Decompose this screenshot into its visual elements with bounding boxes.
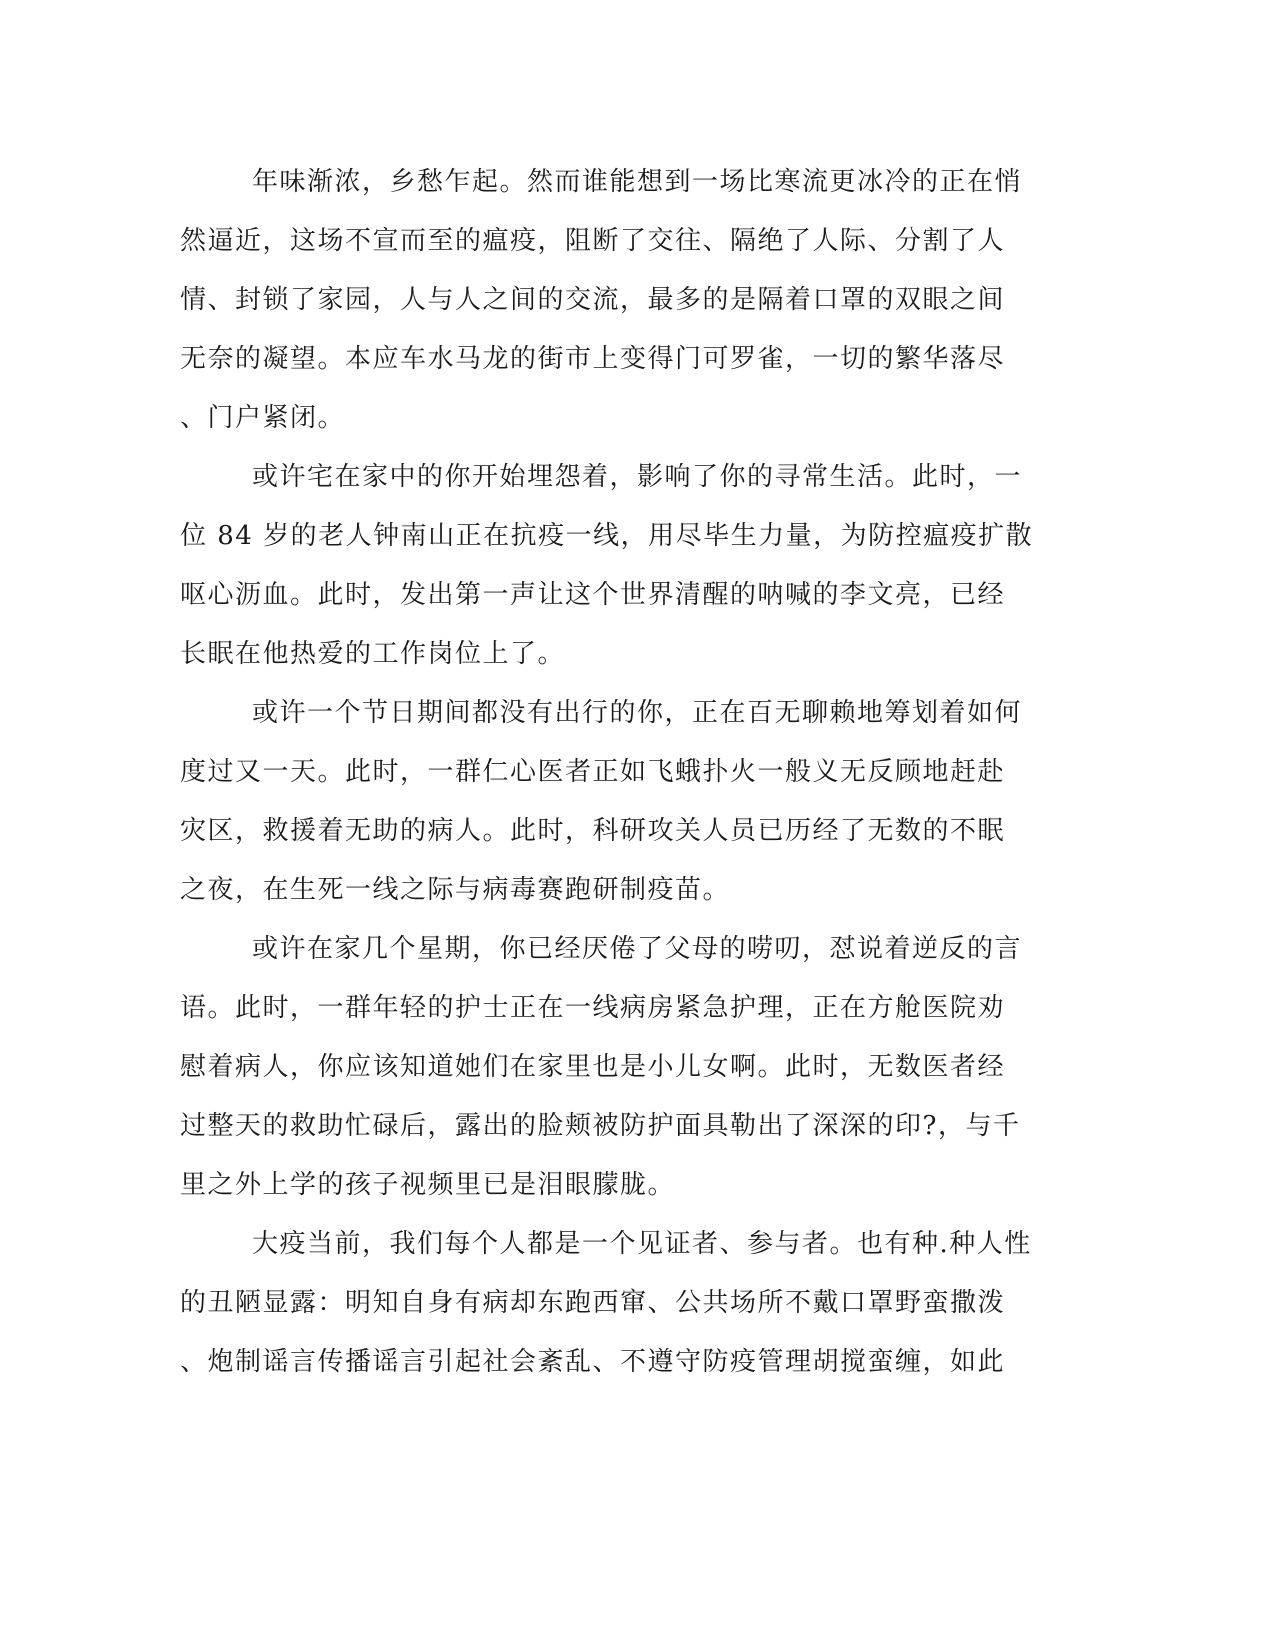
paragraph-1-line-2: 然逼近，这场不宣而至的瘟疫，阻断了交往、隔绝了人际、分割了人 bbox=[180, 226, 1006, 256]
paragraph-4-line-1: 或许在家几个星期，你已经厌倦了父母的唠叨，怼说着逆反的言 bbox=[252, 934, 1023, 964]
paragraph-3-line-1: 或许一个节日期间都没有出行的你，正在百无聊赖地筹划着如何 bbox=[252, 698, 1023, 728]
paragraph-1-line-1: 年味渐浓，乡愁乍起。然而谁能想到一场比寒流更冰冷的正在悄 bbox=[252, 167, 1023, 197]
paragraph-4-line-5: 里之外上学的孩子视频里已是泪眼朦胧。 bbox=[180, 1170, 676, 1200]
paragraph-5-line-2: 的丑陋显露：明知自身有病却东跑西窜、公共场所不戴口罩野蛮撒泼 bbox=[180, 1288, 1006, 1318]
paragraph-4-line-3: 慰着病人，你应该知道她们在家里也是小儿女啊。此时，无数医者经 bbox=[180, 1052, 1006, 1082]
paragraph-4-line-2: 语。此时，一群年轻的护士正在一线病房紧急护理，正在方舱医院劝 bbox=[180, 993, 1006, 1023]
paragraph-1-line-3: 情、封锁了家园，人与人之间的交流，最多的是隔着口罩的双眼之间 bbox=[180, 285, 1006, 315]
paragraph-2-line-1: 或许宅在家中的你开始埋怨着，影响了你的寻常生活。此时，一 bbox=[252, 462, 1023, 492]
paragraph-4-line-4: 过整天的救助忙碌后，露出的脸颊被防护面具勒出了深深的印?，与千 bbox=[180, 1111, 1021, 1141]
paragraph-3-line-4: 之夜，在生死一线之际与病毒赛跑研制疫苗。 bbox=[180, 875, 731, 905]
body-text bbox=[180, 157, 1040, 1396]
paragraph-5-line-3: 、炮制谣言传播谣言引起社会紊乱、不遵守防疫管理胡搅蛮缠，如此 bbox=[180, 1347, 1006, 1377]
paragraph-2-line-3: 呕心沥血。此时，发出第一声让这个世界清醒的呐喊的李文亮，已经 bbox=[180, 580, 1006, 610]
paragraph-2-line-4: 长眠在他热爱的工作岗位上了。 bbox=[180, 639, 566, 669]
paragraph-3-line-2: 度过又一天。此时，一群仁心医者正如飞蛾扑火一般义无反顾地赶赴 bbox=[180, 757, 1006, 787]
paragraph-2-line-2: 位 84 岁的老人钟南山正在抗疫一线，用尽毕生力量，为防控瘟疫扩散 bbox=[180, 521, 1034, 551]
paragraph-1-line-4: 无奈的凝望。本应车水马龙的街市上变得门可罗雀，一切的繁华落尽 bbox=[180, 344, 1006, 374]
paragraph-5-line-1: 大疫当前，我们每个人都是一个见证者、参与者。也有种.种人性 bbox=[252, 1229, 1032, 1259]
paragraph-1-line-5: 、门户紧闭。 bbox=[180, 403, 346, 433]
paragraph-3-line-3: 灾区，救援着无助的病人。此时，科研攻关人员已历经了无数的不眠 bbox=[180, 816, 1006, 846]
